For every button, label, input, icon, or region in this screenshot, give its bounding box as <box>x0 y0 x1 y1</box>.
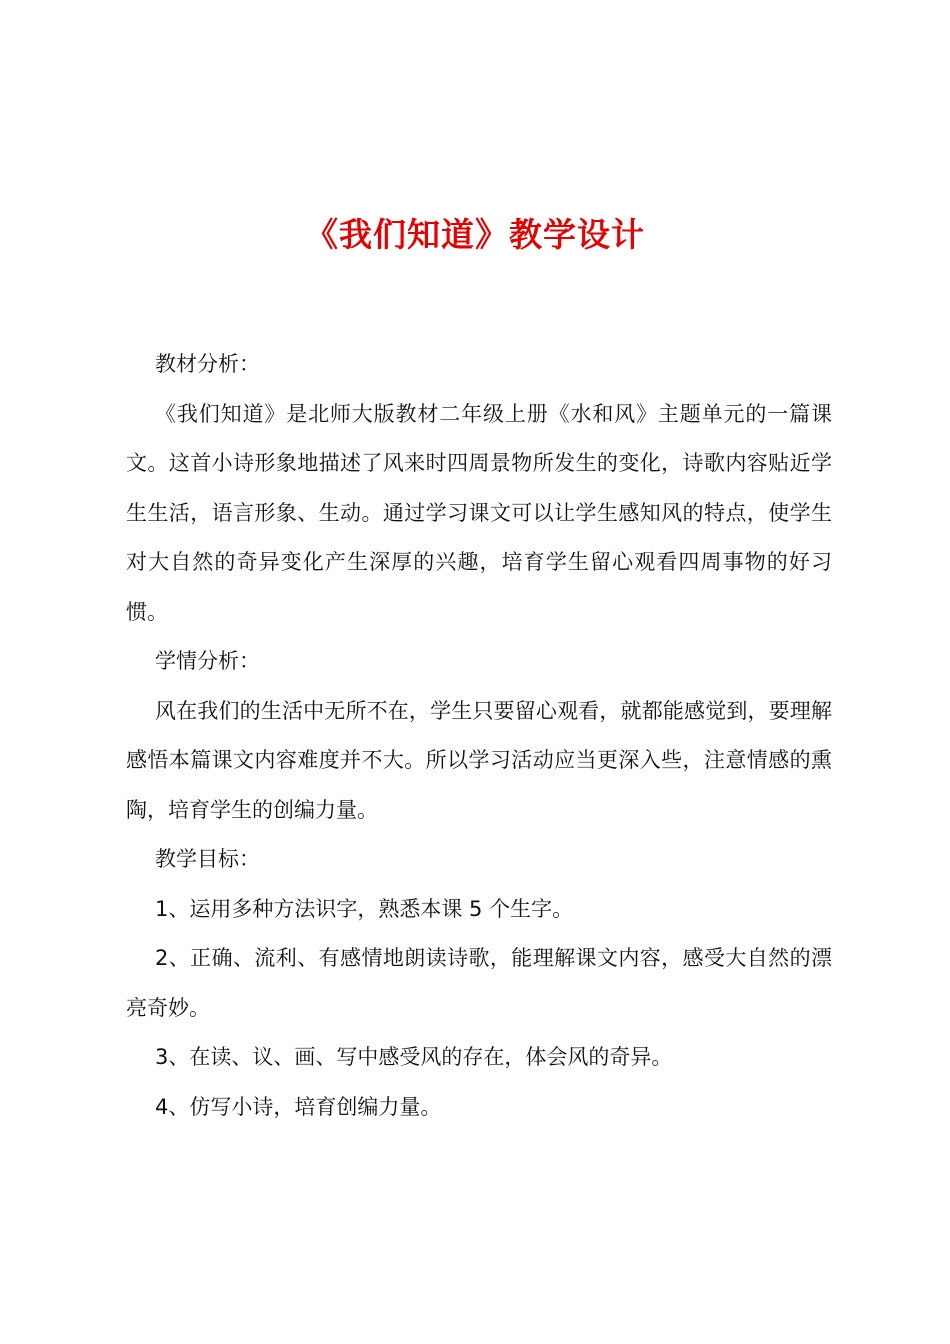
goal-item-1: 1、运用多种方法识字，熟悉本课 5 个生字。 <box>155 896 574 921</box>
goal-item-4: 4、仿写小诗，培育创编力量。 <box>155 1094 442 1119</box>
document-body <box>126 340 832 1132</box>
section-heading-teaching-goals: 教学目标： <box>155 847 260 871</box>
paragraph-textbook-analysis: 《我们知道》是北师大版教材二年级上册《水和风》主题单元的一篇课文。这首小诗形象地描述了风来时四周景物所发生的变化，诗歌内容贴近学生生活，语言形象、生动。通过学习课文可以让学生感知风的特点，使学生对大自然的奇异变化产生深厚的兴趣，培育学生留心观看四周事物的好习惯。 <box>126 401 832 624</box>
section-heading-textbook-analysis: 教材分析： <box>155 352 260 376</box>
paragraph-student-analysis: 风在我们的生活中无所不在，学生只要留心观看，就都能感觉到，要理解感悟本篇课文内容难度并不大。所以学习活动应当更深入些，注意情感的熏陶，培育学生的创编力量。 <box>126 698 832 822</box>
goal-item-2: 2、正确、流利、有感情地朗读诗歌，能理解课文内容，感受大自然的漂亮奇妙。 <box>126 946 832 1020</box>
goal-item-3: 3、在读、议、画、写中感受风的存在，体会风的奇异。 <box>155 1045 673 1069</box>
section-heading-student-analysis: 学情分析： <box>155 649 260 673</box>
document-title: 《我们知道》教学设计 <box>305 215 645 254</box>
